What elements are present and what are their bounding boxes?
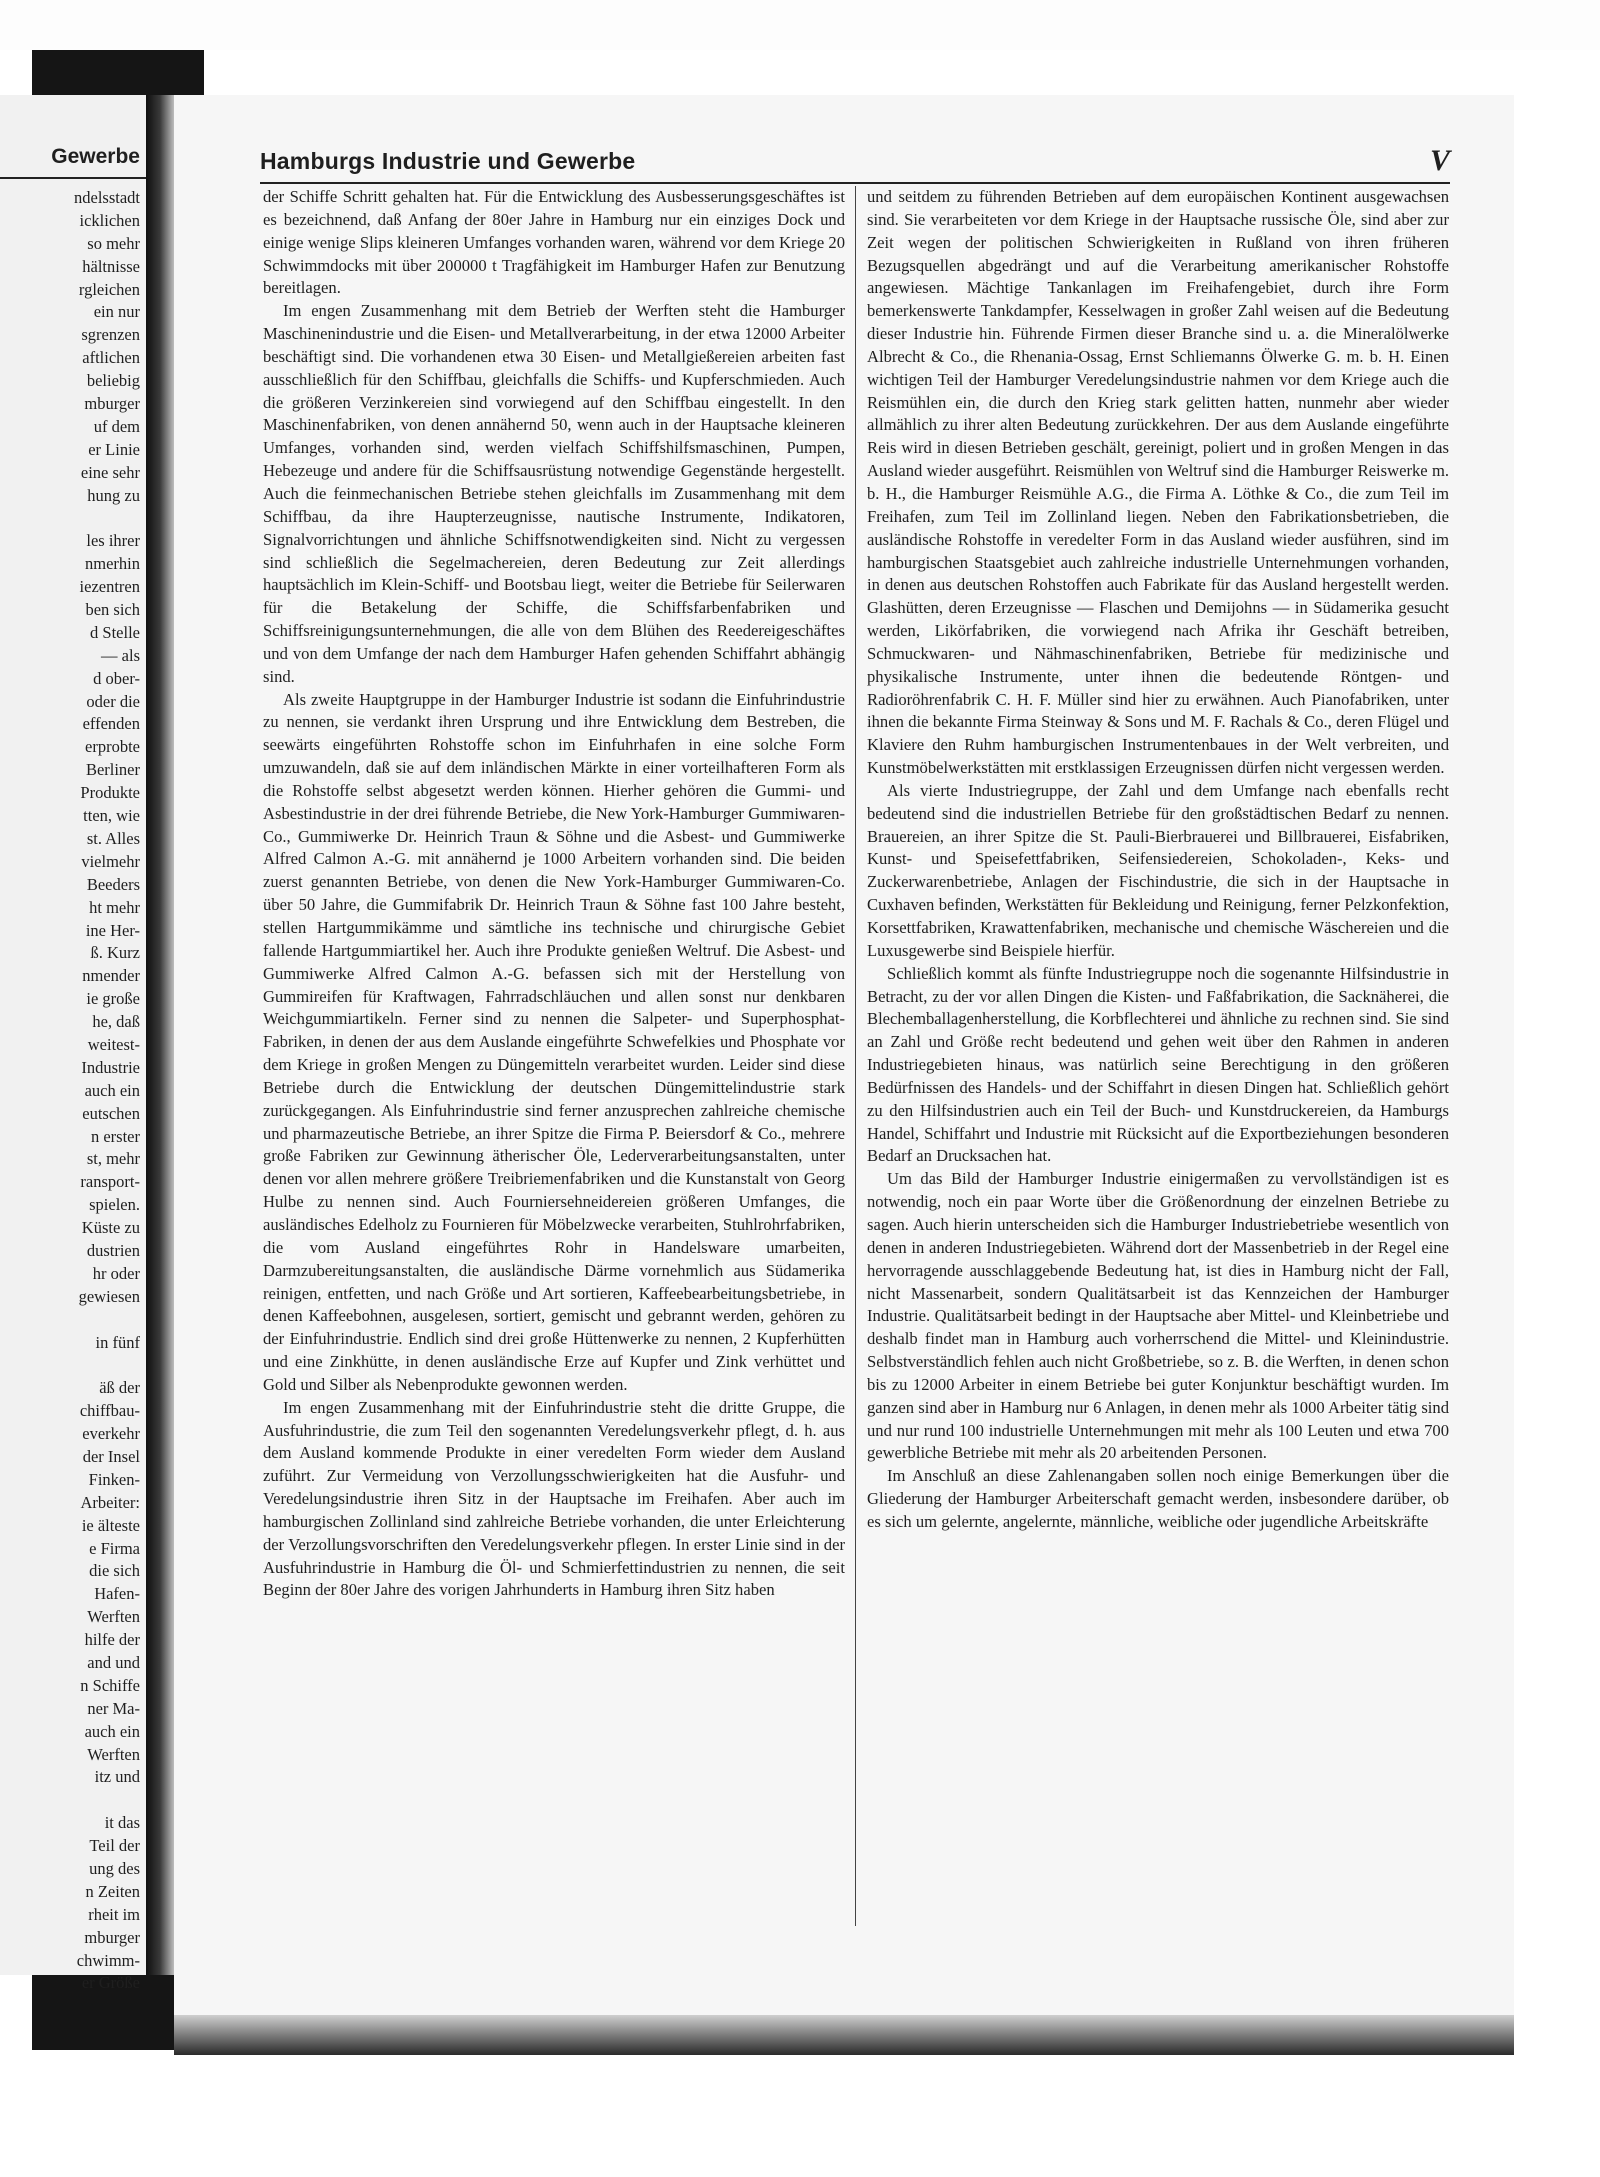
scan-margin-top xyxy=(0,0,1600,50)
facing-page-line: ben sich xyxy=(85,600,140,620)
facing-page-header: Gewerbe xyxy=(51,145,140,168)
facing-page-fragment xyxy=(0,95,146,1993)
facing-page-line: Werften xyxy=(87,1607,140,1627)
gutter-shadow xyxy=(146,95,174,1975)
facing-page-line: sgrenzen xyxy=(81,325,140,345)
facing-page-line: äß der xyxy=(99,1378,140,1398)
column-rule xyxy=(855,186,856,1926)
facing-page-line: dustrien xyxy=(86,1240,140,1260)
facing-page-line: mburger xyxy=(84,1927,140,1947)
facing-page-line: ransport- xyxy=(80,1172,140,1192)
facing-page-line: in fünf xyxy=(95,1332,140,1352)
facing-page-line: spielen. xyxy=(89,1195,140,1215)
facing-page-line: oder die xyxy=(86,691,140,711)
facing-page-line: ine Her- xyxy=(85,920,140,940)
facing-page-line: ndelsstadt xyxy=(74,188,140,207)
facing-page-line: Hafen- xyxy=(94,1584,140,1604)
facing-page-line: he, daß xyxy=(92,1012,140,1032)
facing-page-line: iezentren xyxy=(79,577,140,597)
facing-page-line: Werften xyxy=(87,1744,140,1764)
facing-page-line: n Schiffe xyxy=(80,1675,140,1695)
facing-page-line: hilfe der xyxy=(84,1630,140,1650)
facing-page-line: e Firma xyxy=(89,1538,140,1558)
facing-page-line: hältnisse xyxy=(82,256,140,276)
facing-page-line: auch ein xyxy=(84,1721,140,1741)
facing-page-line: rgleichen xyxy=(78,279,140,299)
facing-page-line: er Größe xyxy=(81,1973,140,1993)
facing-page-line: hr oder xyxy=(92,1263,140,1283)
facing-page-line xyxy=(74,507,140,530)
facing-page-line: ner Ma- xyxy=(87,1698,140,1718)
page-bottom-edge xyxy=(174,2015,1514,2055)
facing-page-line xyxy=(74,1309,140,1332)
paragraph: Um das Bild der Hamburger Industrie einigermaßen zu vervollständigen ist es notwendig, noch ein paar Worte über die Größenordnung der einzelnen Betriebe zu sagen. Auch hierin unterscheiden sich die Hamburger Industriebetriebe wesentlich von denen in anderen Industriegebieten. Während dort der Massenbetrieb in der Regel eine hervorragende ausschlaggebende Bedeutung hat, ist dies in Hamburg nicht der Fall, nicht Massenarbeit, sondern Qualitätsarbeit ist das Kennzeichen der Hamburger Industrie. Qualitätsarbeit bedingt in der Hauptsache aber Mittel- und Kleinbetriebe und deshalb findet man in Hamburg auch vorherrschend die Mittel- und Kleinindustrie. Selbstverständlich fehlen auch nicht Großbetriebe, so z. B. die Werften, in denen schon bis zu 12000 Arbeiter in einem Betriebe bei guter Konjunktur beschäftigt wurden. Im ganzen sind aber in Hamburg nur 6 Anlagen, in denen mehr als 1000 Arbeiter tätig sind und nur rund 100 industrielle Unternehmungen mit mehr als 100 Leuten und etwa 700 gewerbliche Betriebe mit mehr als 20 arbeitenden Personen. xyxy=(867,1169,1449,1463)
paragraph: und seitdem zu führenden Betrieben auf dem europäischen Kontinent ausgewachsen sind. Sie verarbeiteten vor dem Kriege in der Hauptsache russische Öle, sind aber zur Zeit wegen der politischen Schwierigkeiten in Rußland von ihren früheren Bezugsquellen abgedrängt und auf die Verarbeitung amerikanischer Rohstoffe angewiesen. Mächtige Tankanlagen im Freihafengebiet, durch ihre Form bemerkenswerte Tankdampfer, Kesselwagen in großer Zahl weisen auf die Bedeutung dieser Industrie hin. Führende Firmen dieser Branche sind u. a. die Mineralölwerke Albrecht & Co., die Rhenania-Ossag, Ernst Schliemanns Ölwerke G. m. b. H. Einen wichtigen Teil der Hamburger Veredelungsindustrie nahmen vor dem Kriege auch die Reismühlen ein, die durch den Krieg stark gelitten hatten, nunmehr aber wieder allmählich zu ihrer alten Bedeutung zurückkehren. Der aus dem Auslande eingeführte Reis wird in diesen Betrieben geschält, gereinigt, poliert und in großen Mengen in das Ausland wieder ausgeführt. Reismühlen von Weltruf sind die Hamburger Reiswerke m. b. H., die Hamburger Reismühle A.G., die Firma A. Löthke & Co., die zum Teil im Freihafen, zum Teil im Zollinland liegen. Neben den Fabrikationsbetrieben, die ausländische Rohstoffe in veredelter Form in das Ausland wieder ausführen, sind im hamburgischen Staatsgebiet auch zahlreiche industrielle Unternehmungen vorhanden, in denen aus deutschen Rohstoffen auch Fabrikate für das Ausland hergestellt werden. Glashütten, deren Erzeugnisse — Flaschen und Demijohns — in Südamerika gesucht werden, Likörfabriken, die vorwiegend nach Afrika ihr Geschäft betreiben, Schmuckwaren- und Nähmaschinenfabriken, Betriebe für medizinische und physikalische Instrumente, unter ihnen die bedeutende Röntgen- und Radioröhrenfabrik C. H. F. Müller sind hier zu erwähnen. Auch Pianofabriken, unter ihnen die bekannte Firma Steinway & Sons und M. F. Rachals & Co., deren Flügel und Klaviere den Ruhm hamburgischen Instrumentenbaues in der Welt verbreiten, und Kunstmöbelwerkstätten mit erstklassigen Erzeugnissen dürfen nicht vergessen werden. xyxy=(867,187,1449,778)
paragraph: Im Anschluß an diese Zahlenangaben sollen noch einige Bemerkungen über die Gliederung der Hamburger Arbeiterschaft gemacht werden, insbesondere darüber, ob es sich um gelernte, angelernte, männliche, weibliche oder jugendliche Arbeitskräfte xyxy=(867,1466,1449,1531)
facing-page-line: chiffbau- xyxy=(79,1401,140,1421)
facing-page-line: ie älteste xyxy=(81,1515,140,1535)
text-column-right xyxy=(867,186,1449,1534)
facing-page-line: nmerhin xyxy=(85,554,140,574)
facing-page-line: Teil der xyxy=(89,1836,140,1856)
header-rule xyxy=(260,182,1450,184)
facing-page-line: er Linie xyxy=(88,439,140,459)
facing-page-line: ein nur xyxy=(93,302,140,322)
facing-page-line xyxy=(74,1354,140,1377)
facing-page-line: ung des xyxy=(89,1859,140,1879)
facing-page-line: eine sehr xyxy=(80,462,140,482)
facing-page-line: itz und xyxy=(94,1767,140,1787)
facing-page-line: Arbeiter: xyxy=(80,1492,140,1512)
facing-page-line: der Insel xyxy=(82,1446,140,1466)
facing-page-line: auch ein xyxy=(84,1080,140,1100)
paragraph: Im engen Zusammenhang mit dem Betrieb der Werften steht die Hamburger Maschinenindustrie und die Eisen- und Metallverarbeitung, in der etwa 12000 Arbeiter beschäftigt sind. Die vorhandenen etwa 30 Eisen- und Metallgießereien arbeiten fast ausschließlich für den Schiffbau, gleichfalls die Schiffs- und Kupferschmieden. Auch die größeren Verzinkereien sind vorwiegend auf den Schiffbau eingestellt. In den Maschinenfabriken, von denen annähernd 50, wenn auch in der Hauptsache kleineren Umfanges, vorhanden sind, werden vielfach Schiffshilfsmaschinen, Pumpen, Hebezeuge und andere für die Schiffsausrüstung notwendige Gegenstände hergestellt. Auch die feinmechanischen Betriebe stehen gleichfalls im Zusammenhang mit dem Schiffbau, da ihre Haupterzeugnisse, nautische Instrumente, Indikatoren, Signalvorrichtungen und ähnliche Schiffsnotwendigkeiten sind. Nicht zu vergessen sind schließlich die Segelmachereien, deren Bedeutung zur Zeit allerdings hauptsächlich im Klein-Schiff- und Bootsbau liegt, weiter die Betriebe für Seilerwaren für die Betakelung der Schiffe, die Schiffsfarbenfabriken und Schiffsreinigungsunternehmungen, die alle von dem Blühen des Reedereigeschäftes und von dem Umfange der nach dem Hamburger Hafen gehenden Schiffahrt abhängig sind. xyxy=(263,301,845,686)
paragraph: Als zweite Hauptgruppe in der Hamburger Industrie ist sodann die Einfuhrindustrie zu nennen, sie verdankt ihren Ursprung und ihre Entwicklung dem Bestreben, die seewärts eingeführten Rohstoffe schon im Einfuhrhafen in eine solche Form umzuwandeln, daß sie auf dem inländischen Märkte in einer vorteilhafteren Form als die Rohstoffe selbst abgesetzt werden können. Hierher gehören die Gummi- und Asbestindustrie in der drei führende Betriebe, die New York-Hamburger Gummiwaren-Co., Gummiwerke Dr. Heinrich Traun & Söhne und die Asbest- und Gummiwerke Alfred Calmon A.-G. mit annähernd je 1000 Arbeitern vorhanden sind. Die beiden zuerst genannten Betriebe, von denen die New York-Hamburger Gummiwaren-Co. über 50 Jahre, die Gummifabrik Dr. Heinrich Traun & Söhne fast 100 Jahre besteht, stellen Hartgummikämme und sämtliche ins technische und chirurgische Gebiet fallende Hartgummiartikel her. Auch ihre Produkte genießen Weltruf. Die Asbest- und Gummiwerke Alfred Calmon A.-G. befassen sich mit der Herstellung von Gummireifen für Kraftwagen, Fahrradschläuchen und allen sonst nur denkbaren Weichgummiartikeln. Ferner sind zu nennen die Salpeter- und Superphosphat-Fabriken, in denen der aus dem Auslande eingeführte Schwefelkies und Phosphate vor dem Kriege in großen Mengen zu Düngemitteln verarbeitet wurden. Leider sind diese Betriebe durch die Entwicklung der deutschen Düngemittelindustrie stark zurückgegangen. Als Einfuhrindustrie sind ferner anzusprechen zahlreiche chemische und pharmazeutische Betriebe, an ihrer Spitze die Firma P. Beiersdorf & Co., mehrere große Fabriken zur Gewinnung ätherischer Öle, Lederverarbeitungsanstalten, unter denen vor allen mehrere größere Treibriemenfabriken und die Kunstanstalt von Georg Hulbe zu nennen sind. Auch Fourniersehneidereien größeren Umfanges, die ausländisches Edelholz zu Fournieren für Möbelzwecke verarbeiten, Stuhlrohrfabriken, die vom Ausland eingeführtes Rohr in Handelsware umarbeiten, Darmzubereitungsanstalten, die ausländische Därme vornehmlich aus Südamerika reinigen, entfetten, und nach Größe und Art sortieren, Kaffeebearbeitungsbetriebe, in denen Kaffeebohnen, ausgelesen, sortiert, gemischt und gebrannt werden, gehören zu der Einfuhrindustrie. Endlich sind drei große Hüttenwerke zu nennen, 2 Kupferhütten und eine Zinkhütte, in denen ausländische Erze auf Kupfer und Zink verhüttet und Gold und Silber als Nebenprodukte gewonnen werden. xyxy=(263,689,845,1394)
facing-page-line: and und xyxy=(87,1653,140,1672)
facing-page-line: aftlichen xyxy=(82,348,140,368)
facing-page-line: Industrie xyxy=(81,1057,140,1077)
page-number: V xyxy=(1429,144,1450,177)
facing-page-line: chwimm- xyxy=(76,1950,140,1970)
facing-page-line: gewiesen xyxy=(78,1286,140,1306)
facing-page-line: beliebig xyxy=(86,371,140,391)
facing-page-line: d Stelle xyxy=(90,622,140,642)
facing-page-line: Finken- xyxy=(88,1469,140,1489)
scan-margin-bottom xyxy=(0,2055,1600,2177)
paragraph: Schließlich kommt als fünfte Industriegruppe noch die sogenannte Hilfsindustrie in Betracht, zu der vor allen Dingen die Kisten- und Faßfabrikation, die Sacknäherei, die Blechemballagenherstellung, die Korbflechterei und ähnliche zu rechnen sind. Sie sind an Zahl und Größe recht bedeutend und gehen weit über den Rahmen in anderen Industriegebieten hinaus, was natürlich seine Berechtigung in den größeren Bedürfnissen des Handels- und der Schiffahrt in diesen Dingen hat. Schließlich gehört zu den Hilfsindustrien auch ein Teil der Buch- und Kunstdruckereien, da Hamburgs Handel, Schiffahrt und Industrie mit Rücksicht auf die Exportbeziehungen besonderen Bedarf an Drucksachen hat. xyxy=(867,963,1449,1166)
facing-page-line: st, mehr xyxy=(86,1149,140,1169)
facing-page-line: vielmehr xyxy=(81,851,140,871)
facing-page-line: ß. Kurz xyxy=(90,943,140,963)
facing-page-line: hung zu xyxy=(87,485,140,505)
facing-page-line: Berliner xyxy=(85,760,140,780)
facing-page-line xyxy=(74,1789,140,1812)
facing-page-line: ht mehr xyxy=(89,897,140,917)
facing-page-line: Küste zu xyxy=(81,1218,140,1238)
facing-page-line: erprobte xyxy=(85,737,140,757)
facing-page-line: Beeders xyxy=(86,874,140,894)
facing-page-line: uf dem xyxy=(93,416,140,436)
facing-page-line: icklichen xyxy=(79,210,140,230)
paragraph: Als vierte Industriegruppe, der Zahl und dem Umfange nach ebenfalls recht bedeutend sind die industriellen Betriebe für den großstädtischen Bedarf zu nennen. Brauereien, an ihrer Spitze die St. Pauli-Bierbrauerei und Billbrauerei, Eisfabriken, Kunst- und Speisefettfabriken, Seifensiedereien, Schokoladen-, Keks- und Zuckerwarenbetriebe, Anlagen der Fischindustrie, die sich in der Hauptsache in Cuxhaven befinden, Werkstätten für Bekleidung und Reinigung, ferner Pelzkonfektion, Korsettfabriken, Krawattenfabriken, mechanische und chemische Wäschereien und die Luxusgewerbe sind Beispiele hierfür. xyxy=(867,780,1449,960)
paragraph: der Schiffe Schritt gehalten hat. Für die Entwicklung des Ausbesserungsgeschäftes ist es bezeichnend, daß Anfang der 80er Jahre in Hamburg nur ein einziges Dock und einige wenige Slips kleineren Umfanges vorhanden waren, während vor dem Kriege 20 Schwimmdocks mit über 200000 t Tragfähigkeit im Hamburger Hafen zur Benutzung bereitlagen. xyxy=(263,187,845,298)
running-head xyxy=(260,144,1450,178)
facing-page-line: weitest- xyxy=(87,1034,140,1054)
facing-page-line: ie große xyxy=(86,989,140,1009)
facing-page-line: n erster xyxy=(90,1126,140,1146)
facing-page-line: tten, wie xyxy=(83,806,140,826)
facing-page-line: Produkte xyxy=(80,783,140,803)
facing-page-line: n Zeiten xyxy=(85,1881,140,1901)
facing-page-line: — als xyxy=(101,645,140,665)
facing-page-line: d ober- xyxy=(93,668,140,688)
text-column-left xyxy=(263,186,845,1602)
facing-page-line: mburger xyxy=(84,394,140,414)
facing-page-line: everkehr xyxy=(82,1424,140,1444)
running-title: Hamburgs Industrie und Gewerbe xyxy=(260,148,636,174)
facing-page-line: effenden xyxy=(82,714,140,734)
facing-page-line: eutschen xyxy=(82,1103,140,1123)
facing-page-line: nmender xyxy=(82,966,140,986)
facing-page-rule xyxy=(0,177,146,179)
facing-page-line: it das xyxy=(104,1813,140,1833)
facing-page-line: les ihrer xyxy=(86,531,140,551)
facing-page-line: die sich xyxy=(89,1561,140,1581)
facing-page-line: rheit im xyxy=(88,1904,140,1924)
facing-page-line: so mehr xyxy=(87,233,140,253)
paragraph: Im engen Zusammenhang mit der Einfuhrindustrie steht die dritte Gruppe, die Ausfuhrindustrie, die zum Teil den sogenannten Veredelungsverkehr pflegt, d. h. aus dem Ausland kommende Produkte in einer veredelten Form wieder dem Ausland zuführt. Zur Vermeidung von Verzollungsschwierigkeiten hat die Ausfuhr- und Veredelungsindustrie ihren Sitz in der Hauptsache im Freihafen. Aber auch im hamburgischen Zollinland sind zahlreiche Betriebe vorhanden, die unter Erleichterung der Verzollungsvorschriften den Veredelungsverkehr pflegen. In erster Linie sind in der Ausfuhrindustrie in Hamburg die Öl- und Schmierfettindustrien zu nennen, die seit Beginn der 80er Jahre des vorigen Jahrhunderts in Hamburg ihren Sitz haben xyxy=(263,1397,845,1600)
facing-page-line: st. Alles xyxy=(86,828,140,848)
facing-page-text xyxy=(74,187,140,1995)
